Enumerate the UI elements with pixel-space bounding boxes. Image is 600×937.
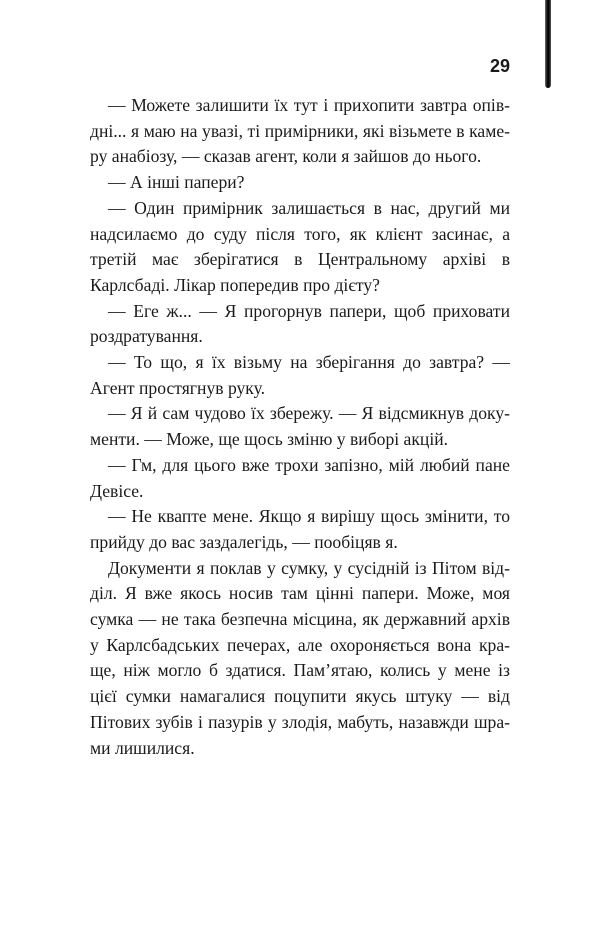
paragraph: — То що, я їх візьму на зберігання до завтра? — Агент простягнув руку. xyxy=(90,352,510,398)
paragraph: — Я й сам чудово їх збережу. — Я відсмикнув документи. — Може, ще щось зміню у виборі акцій. xyxy=(90,403,510,450)
page-edge-thumb-mark xyxy=(545,0,551,88)
paragraph: — Можете залишити їх тут і прихопити завтра опівдні... я маю на увазі, ті примірники, які візьмете в камеру анабіозу, — сказав агент, коли я зайшов до нього. xyxy=(90,95,510,167)
paragraph: — Гм, для цього вже трохи запізно, мій любий пане Девісе. xyxy=(90,454,510,501)
paragraph: — Не квапте мене. Якщо я вирішу щось змінити, то прийду до вас заздалегідь, — пообіцяв я. xyxy=(90,506,510,552)
text-body xyxy=(90,93,510,761)
paragraph: — Один примірник залишається в нас, другий ми надсилаємо до суду після того, як клієнт засинає, а третій має зберігатися в Центральному архіві в Карлсбаді. Лікар попередив про дієту? xyxy=(90,197,510,295)
page-number: 29 xyxy=(489,56,510,76)
paragraph: — А інші папери? xyxy=(108,172,245,193)
paragraph: Документи я поклав у сумку, у сусідній із Пітом відділ. Я вже якось носив там цінні папери. Може, моя сумка — не така безпечна місцина, як державний архів у Карлсбадських печерах, але охороняється вона краще, ніж могло б здатися. Пам’ятаю, колись у мене із цієї сумки намагалися поцупити якусь штуку — від Пітових зубів і пазурів у злодія, мабуть, назавжди шрами лишилися. xyxy=(90,557,510,758)
paragraph: — Еге ж... — Я прогорнув папери, щоб приховати роздратування. xyxy=(90,300,510,347)
